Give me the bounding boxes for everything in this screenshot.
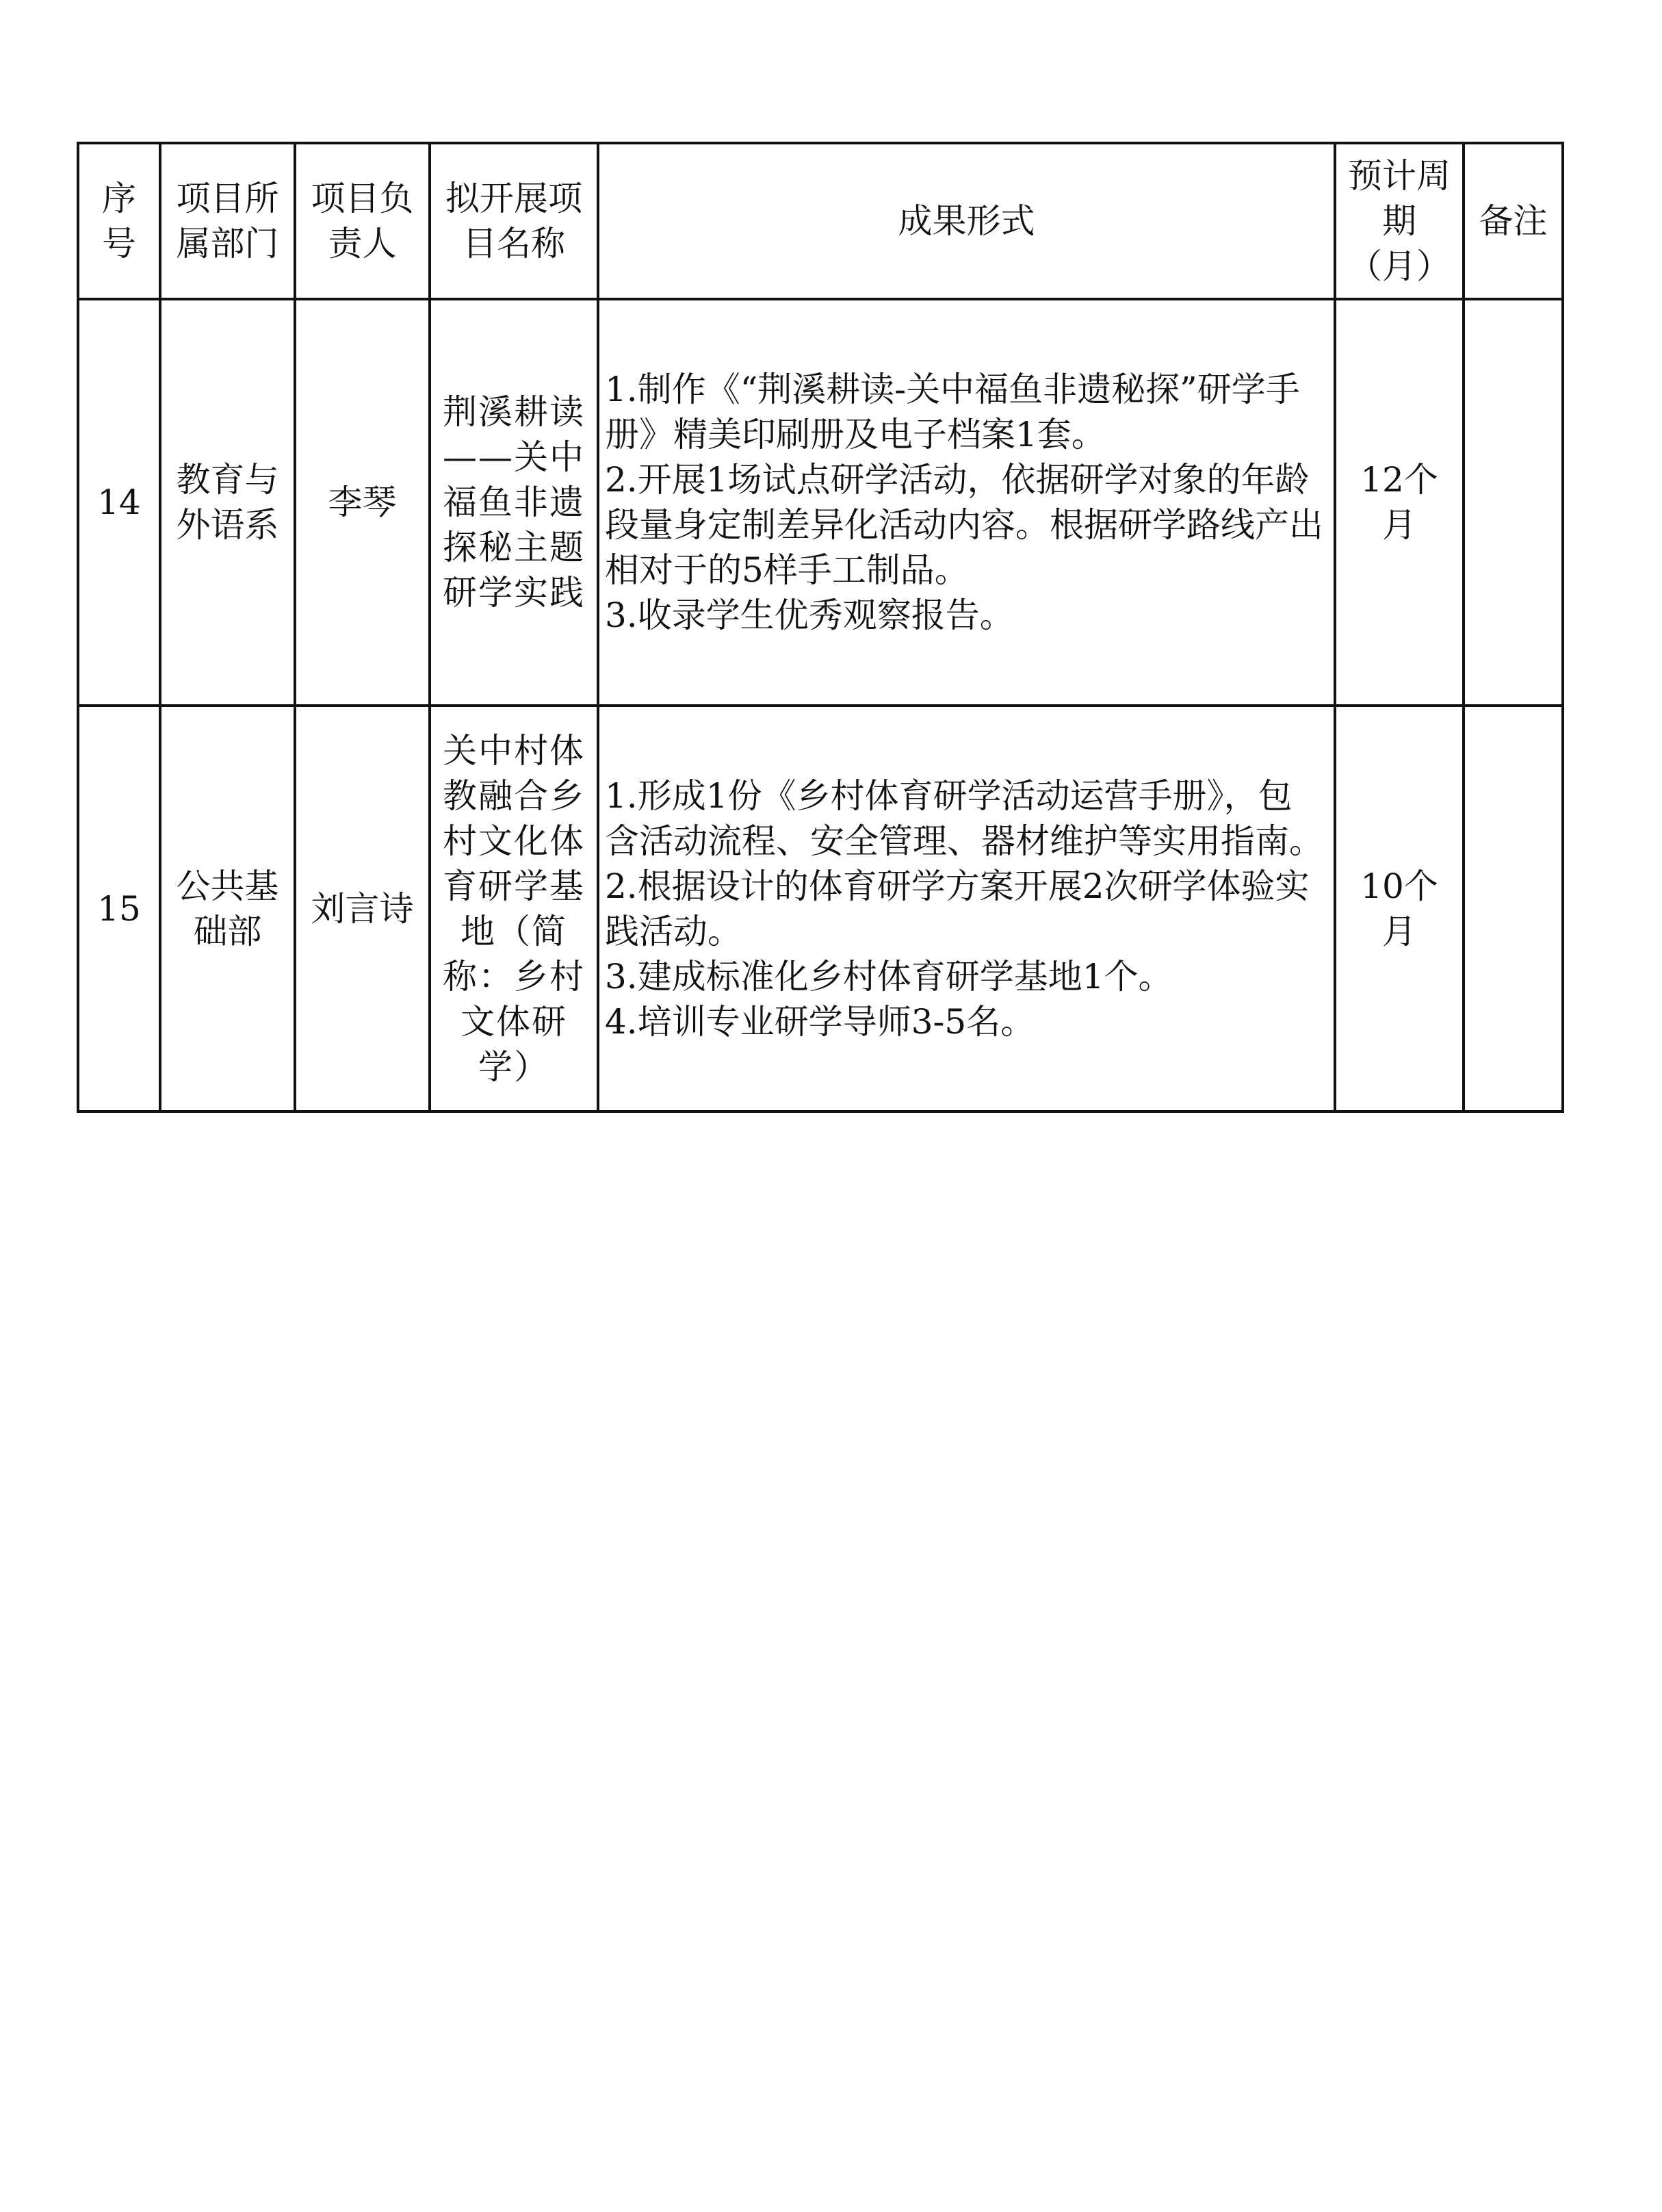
cell-period: 12个月 [1335,299,1464,706]
outcome-item: 1.制作《“荆溪耕读-关中福鱼非遗秘探”研学手册》精美印刷册及电子档案1套。 [605,370,1300,454]
cell-project-name: 关中村体教融合乡村文化体育研学基地（简称：乡村文体研学） [430,706,598,1111]
cell-project-name: 荆溪耕读——关中福鱼非遗探秘主题研学实践 [430,299,598,706]
outcome-item: 2.根据设计的体育研学方案开展2次研学体验实践活动。 [605,866,1310,951]
header-outcome: 成果形式 [598,143,1335,299]
cell-department: 公共基础部 [160,706,295,1111]
header-lead: 项目负责人 [295,143,430,299]
outcome-item: 2.开展1场试点研学活动，依据研学对象的年龄段量身定制差异化活动内容。根据研学路线产出相对于的5样手工制品。 [605,460,1323,590]
cell-lead: 李琴 [295,299,430,706]
project-table [77,142,1564,1113]
table-row [78,706,1563,1111]
outcome-item: 3.收录学生优秀观察报告。 [605,595,1014,635]
header-index: 序号 [78,143,160,299]
cell-remark [1464,299,1563,706]
cell-remark [1464,706,1563,1111]
table-row [78,299,1563,706]
cell-lead: 刘言诗 [295,706,430,1111]
outcome-item: 1.形成1份《乡村体育研学活动运营手册》，包含活动流程、安全管理、器材维护等实用指南。 [605,775,1323,861]
header-department: 项目所属部门 [160,143,295,299]
cell-outcome [598,706,1335,1111]
cell-index: 14 [78,299,160,706]
header-remark: 备注 [1464,143,1563,299]
cell-index: 15 [78,706,160,1111]
outcome-item: 4.培训专业研学导师3-5名。 [605,1001,1035,1042]
cell-period: 10个月 [1335,706,1464,1111]
header-project-name: 拟开展项目名称 [430,143,598,299]
outcome-item: 3.建成标准化乡村体育研学基地1个。 [605,956,1173,996]
cell-outcome [598,299,1335,706]
header-row [78,143,1563,299]
header-period: 预计周期（月） [1335,143,1464,299]
cell-department: 教育与外语系 [160,299,295,706]
